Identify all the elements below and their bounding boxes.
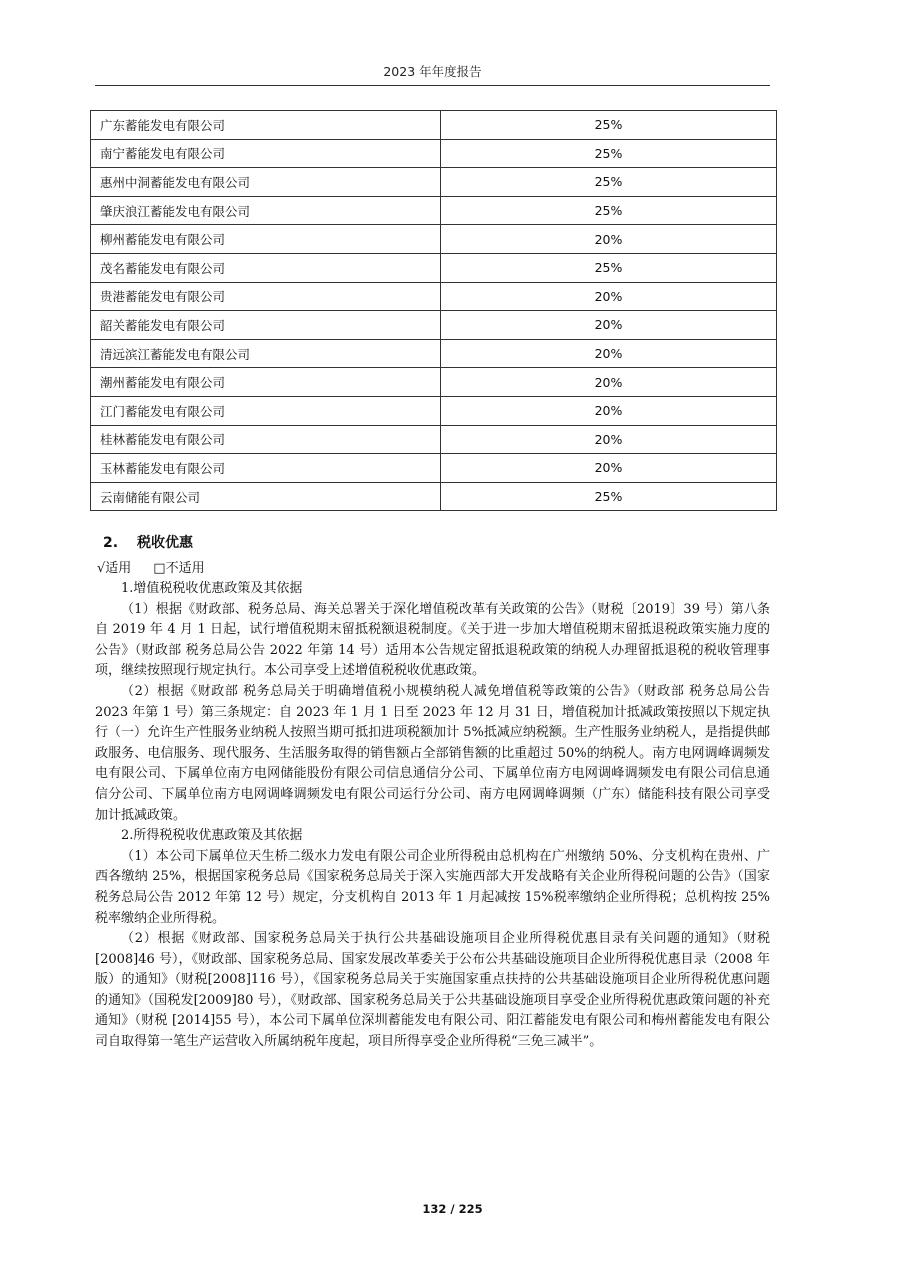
company-name-cell: 南宁蓄能发电有限公司 (91, 139, 441, 168)
section-title: 税收优惠 (137, 535, 193, 551)
table-row (91, 425, 777, 454)
table-row (91, 168, 777, 197)
tax-rate-cell: 20% (441, 311, 777, 340)
income-tax-paragraph-1: （1）本公司下属单位天生桥二级水力发电有限公司企业所得税由总机构在广州缴纳 50%、分支机构在贵州、广西各缴纳 25%，根据国家税务总局《国家税务总局关于深入实施西部大开发战略有关企业所得税问题的公告》（国家税务总局公告 2012 年第 12 号）规定，分支机构自 2013 年 1 月起减按 15%税率缴纳企业所得税；总机构按 25%税率缴纳企业所得税。 (95, 848, 770, 926)
income-tax-subheading: 2.所得税税收优惠政策及其依据 (121, 828, 303, 844)
tax-rate-cell: 20% (441, 339, 777, 368)
not-applicable-option: □不适用 (153, 561, 205, 576)
table-row (91, 454, 777, 483)
table-row (91, 482, 777, 511)
tax-rate-cell: 20% (441, 425, 777, 454)
company-name-cell: 韶关蓄能发电有限公司 (91, 311, 441, 340)
table-row (91, 396, 777, 425)
company-name-cell: 贵港蓄能发电有限公司 (91, 282, 441, 311)
header-divider (95, 85, 770, 86)
page-number: 132 / 225 (422, 1202, 483, 1216)
tax-rate-cell: 20% (441, 454, 777, 483)
table-row (91, 139, 777, 168)
table-row (91, 282, 777, 311)
table-row (91, 196, 777, 225)
tax-rate-cell: 25% (441, 482, 777, 511)
tax-rate-cell: 20% (441, 396, 777, 425)
tax-rate-cell: 25% (441, 168, 777, 197)
tax-rate-cell: 20% (441, 282, 777, 311)
table-row (91, 225, 777, 254)
table-row (91, 339, 777, 368)
tax-rate-cell: 25% (441, 196, 777, 225)
company-name-cell: 云南储能有限公司 (91, 482, 441, 511)
company-name-cell: 桂林蓄能发电有限公司 (91, 425, 441, 454)
company-name-cell: 惠州中洞蓄能发电有限公司 (91, 168, 441, 197)
tax-rate-cell: 20% (441, 225, 777, 254)
table-row (91, 311, 777, 340)
company-name-cell: 江门蓄能发电有限公司 (91, 396, 441, 425)
vat-subheading: 1.增值税税收优惠政策及其依据 (121, 581, 303, 596)
tax-rate-cell: 25% (441, 139, 777, 168)
tax-rate-cell: 25% (441, 111, 777, 140)
section-heading (103, 533, 770, 553)
income-tax-paragraph-2: （2）根据《财政部、国家税务总局关于执行公共基础设施项目企业所得税优惠目录有关问题的通知》（财税[2008]46 号），《财政部、国家税务总局、国家发展改革委关于公布公共基础设施项目企业所得税优惠目录（2008 年版）的通知》（财税[2008]116 号），《国家税务总局关于实施国家重点扶持的公共基础设施项目企业所得税优惠问题的通知》（国税发[2009]80 号），《财政部、国家税务总局关于公共基础设施项目享受企业所得税优惠政策问题的补充通知》（财税 [2014]55 号），本公司下属单位深圳蓄能发电有限公司、阳江蓄能发电有限公司和梅州蓄能发电有限公司自取得第一笔生产运营收入所属纳税年度起，项目所得享受企业所得税“三免三减半”。 (95, 931, 770, 1050)
company-name-cell: 茂名蓄能发电有限公司 (91, 253, 441, 282)
company-name-cell: 肇庆浪江蓄能发电有限公司 (91, 196, 441, 225)
company-name-cell: 玉林蓄能发电有限公司 (91, 454, 441, 483)
table-row (91, 253, 777, 282)
section-number: 2. (103, 535, 119, 551)
tax-rate-cell: 20% (441, 368, 777, 397)
tax-rate-cell: 25% (441, 253, 777, 282)
table-row (91, 111, 777, 140)
tax-incentives-section (95, 533, 770, 1053)
applicable-option: √适用 (97, 561, 132, 576)
vat-paragraph-1: （1）根据《财政部、税务总局、海关总署关于深化增值税改革有关政策的公告》（财税〔2019〕39 号）第八条自 2019 年 4 月 1 日起，试行增值税期末留抵税额退税制度。《关于进一步加大增值税期末留抵退税政策实施力度的公告》（财政部 税务总局公告 2022 年第 14 号）适用本公告规定留抵退税政策的纳税人办理留抵退税的税收管理事项，继续按照现行规定执行。本公司享受上述增值税税收优惠政策。 (95, 601, 770, 679)
company-name-cell: 柳州蓄能发电有限公司 (91, 225, 441, 254)
table-row (91, 368, 777, 397)
page-header: 2023 年年度报告 (383, 64, 482, 79)
company-name-cell: 潮州蓄能发电有限公司 (91, 368, 441, 397)
tax-rate-table (90, 110, 777, 511)
applicability-options (97, 559, 770, 579)
company-name-cell: 广东蓄能发电有限公司 (91, 111, 441, 140)
company-name-cell: 清远滨江蓄能发电有限公司 (91, 339, 441, 368)
vat-paragraph-2: （2）根据《财政部 税务总局关于明确增值税小规模纳税人减免增值税等政策的公告》（财政部 税务总局公告 2023 年第 1 号）第三条规定：自 2023 年 1 月 1 日至 2023 年 12 月 31 日，增值税加计抵减政策按照以下规定执行（一）允许生产性服务业纳税人按照当期可抵扣进项税额加计 5%抵减应纳税额。生产性服务业纳税人，是指提供邮政服务、电信服务、现代服务、生活服务取得的销售额占全部销售额的比重超过 50%的纳税人。南方电网调峰调频发电有限公司、下属单位南方电网储能股份有限公司信息通信分公司、下属单位南方电网调峰调频发电有限公司信息通信分公司、下属单位南方电网调峰调频发电有限公司运行分公司、南方电网调峰调频（广东）储能科技有限公司享受加计抵减政策。 (95, 683, 770, 823)
